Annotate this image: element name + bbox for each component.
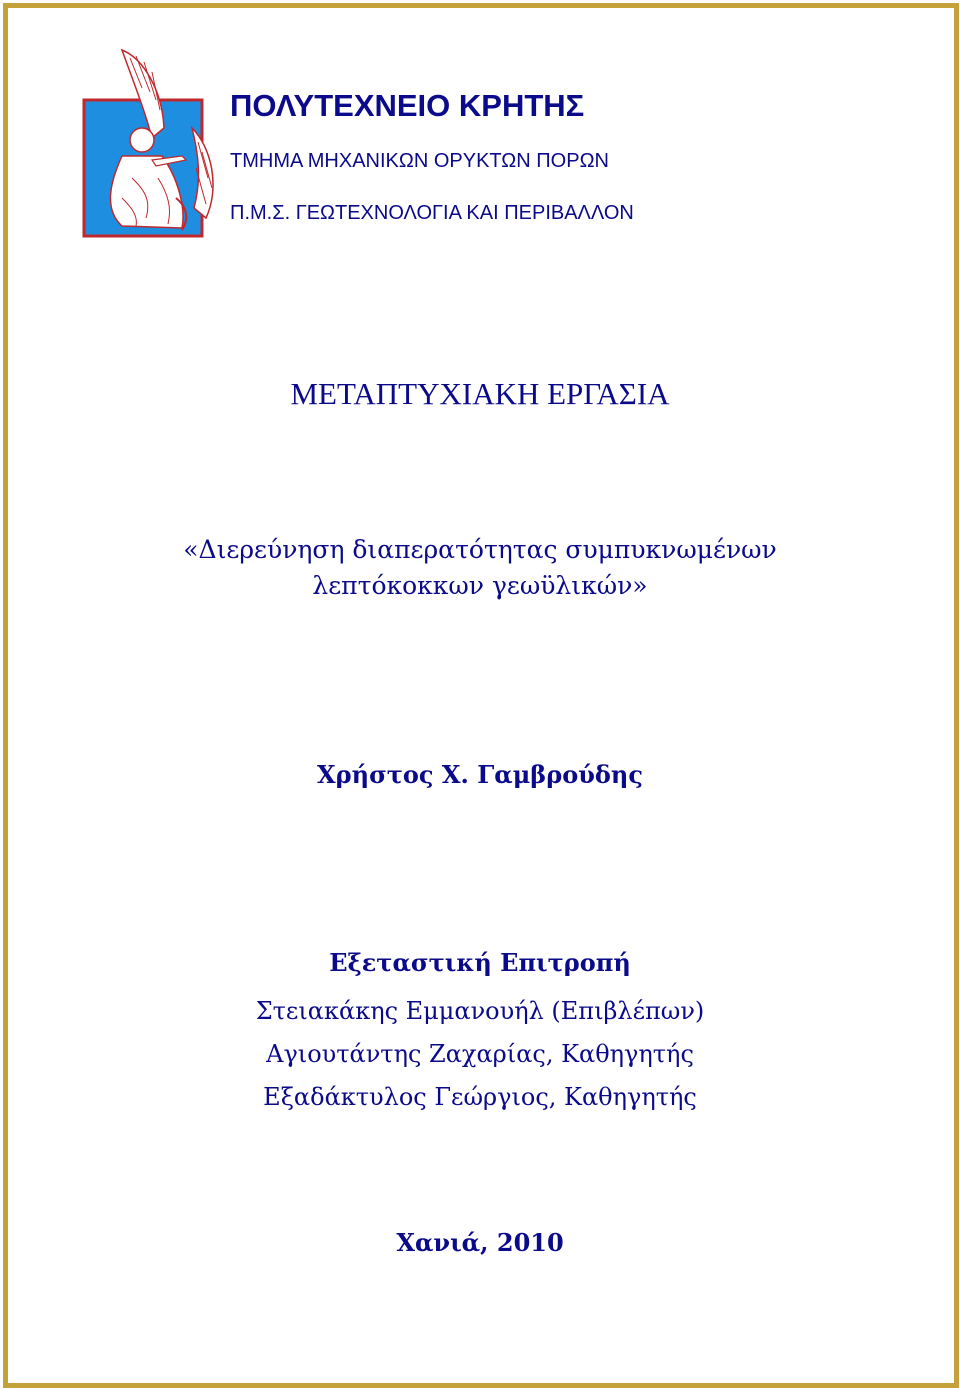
committee-member: Στειακάκης Εμμανουήλ (Επιβλέπων): [255, 997, 705, 1025]
thesis-title: [0, 532, 960, 604]
thesis-title-line1: «Διερεύνηση διαπερατότητας συμπυκνωμένων: [183, 535, 777, 564]
place-date: Χανιά, 2010: [396, 1228, 564, 1257]
committee-member: Εξαδάκτυλος Γεώργιος, Καθηγητής: [263, 1083, 697, 1111]
department-name: ΤΜΗΜΑ ΜΗΧΑΝΙΚΩΝ ΟΡΥΚΤΩΝ ΠΟΡΩΝ: [230, 150, 609, 172]
committee-heading: Εξεταστική Επιτροπή: [329, 948, 631, 977]
committee-list: [0, 990, 960, 1119]
program-name: Π.Μ.Σ. ΓΕΩΤΕΧΝΟΛΟΓΙΑ ΚΑΙ ΠΕΡΙΒΑΛΛΟΝ: [230, 202, 634, 224]
university-seal-icon: [82, 48, 222, 238]
committee-member: Αγιουτάντης Ζαχαρίας, Καθηγητής: [266, 1040, 694, 1068]
thesis-title-line2: λεπτόκοκκων γεωϋλικών»: [312, 571, 648, 600]
author-name: Χρήστος Χ. Γαμβρούδης: [317, 760, 643, 789]
university-name: ΠΟΛΥΤΕΧΝΕΙΟ ΚΡΗΤΗΣ: [230, 88, 585, 123]
document-type: ΜΕΤΑΠΤΥΧΙΑΚΗ ΕΡΓΑΣΙΑ: [290, 376, 670, 411]
